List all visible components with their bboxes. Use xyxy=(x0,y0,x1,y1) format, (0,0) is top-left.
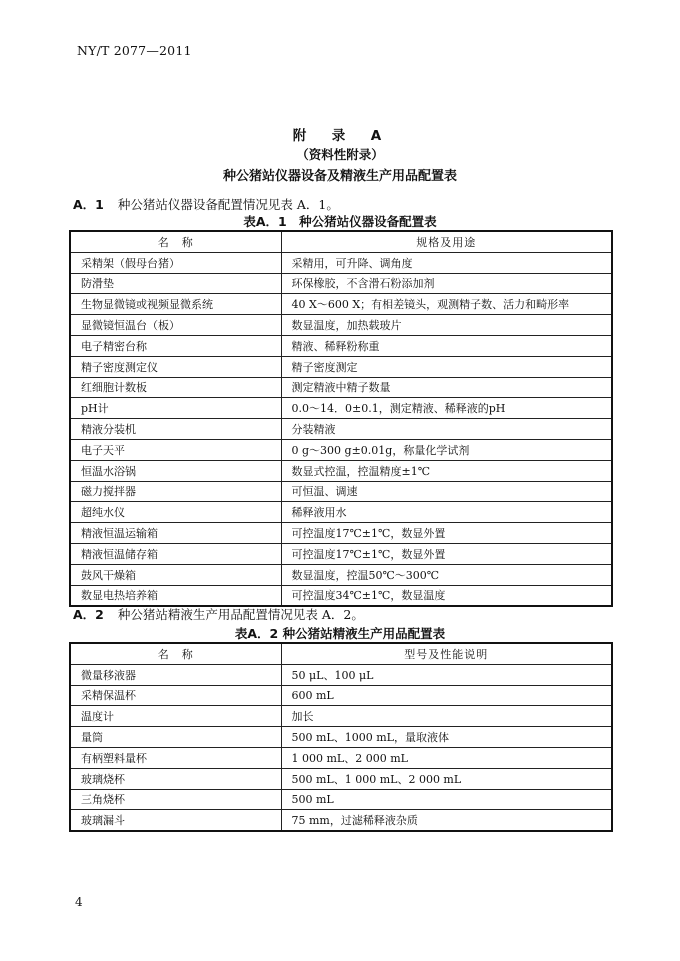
cell-description: 40 X～600 X；有相差镜头，观测精子数、活力和畸形率 xyxy=(281,294,612,315)
cell-name: 温度计 xyxy=(70,706,281,727)
cell-name: 数显电热培养箱 xyxy=(70,585,281,606)
cell-name: 采精保温杯 xyxy=(70,685,281,706)
table-row xyxy=(70,460,612,481)
cell-description: 0.0～14．0±0.1，测定精液、稀释液的pH xyxy=(281,398,612,419)
section-a2-heading xyxy=(73,605,364,623)
table-row xyxy=(70,335,612,356)
cell-description: 600 mL xyxy=(281,685,612,706)
cell-name: pH计 xyxy=(70,398,281,419)
cell-description: 50 μL、100 μL xyxy=(281,664,612,685)
cell-name: 量筒 xyxy=(70,727,281,748)
table-row xyxy=(70,664,612,685)
cell-name: 电子精密台称 xyxy=(70,335,281,356)
cell-name: 电子天平 xyxy=(70,439,281,460)
table-row xyxy=(70,727,612,748)
table-a1 xyxy=(69,230,613,607)
table-header-row xyxy=(70,643,612,664)
cell-name: 三角烧杯 xyxy=(70,789,281,810)
cell-description: 精液、稀释粉称重 xyxy=(281,335,612,356)
table-row xyxy=(70,377,612,398)
cell-description: 测定精液中精子数量 xyxy=(281,377,612,398)
cell-description: 可控温度17℃±1℃，数显外置 xyxy=(281,523,612,544)
cell-name: 采精架（假母台猪） xyxy=(70,252,281,273)
section-a2-text: 种公猪站精液生产用品配置情况见表 A．2。 xyxy=(117,607,364,622)
section-a1-number: A．1 xyxy=(73,197,104,212)
table-row xyxy=(70,419,612,440)
cell-name: 微量移液器 xyxy=(70,664,281,685)
table-row xyxy=(70,398,612,419)
table-a2-body xyxy=(70,664,612,831)
page-number: 4 xyxy=(75,895,83,909)
cell-name: 超纯水仪 xyxy=(70,502,281,523)
column-header-name: 名 称 xyxy=(70,643,281,664)
table-row xyxy=(70,356,612,377)
table-row xyxy=(70,273,612,294)
table-row xyxy=(70,789,612,810)
table-row xyxy=(70,768,612,789)
cell-name: 防滑垫 xyxy=(70,273,281,294)
table-row xyxy=(70,685,612,706)
cell-name: 玻璃漏斗 xyxy=(70,810,281,831)
table-row xyxy=(70,502,612,523)
table-row xyxy=(70,481,612,502)
table-a2 xyxy=(69,642,613,832)
appendix-title: 附 录 A xyxy=(292,128,388,144)
cell-description: 0 g～300 g±0.01g，称量化学试剂 xyxy=(281,439,612,460)
table-a1-caption: 表A．1 种公猪站仪器设备配置表 xyxy=(243,214,437,229)
table-row xyxy=(70,315,612,336)
table-a2-caption: 表A．2 种公猪站精液生产用品配置表 xyxy=(234,626,446,641)
column-header-name: 名 称 xyxy=(70,231,281,252)
cell-description: 可控温度17℃±1℃，数显外置 xyxy=(281,543,612,564)
table-row xyxy=(70,706,612,727)
table-row xyxy=(70,252,612,273)
section-a1-heading xyxy=(73,195,339,213)
cell-description: 500 mL xyxy=(281,789,612,810)
table-row xyxy=(70,294,612,315)
table-row xyxy=(70,747,612,768)
column-header-spec: 规格及用途 xyxy=(281,231,612,252)
cell-description: 75 mm，过滤稀释液杂质 xyxy=(281,810,612,831)
cell-name: 精液分装机 xyxy=(70,419,281,440)
table-row xyxy=(70,810,612,831)
cell-name: 恒温水浴锅 xyxy=(70,460,281,481)
cell-name: 显微镜恒温台（板） xyxy=(70,315,281,336)
section-a1-text: 种公猪站仪器设备配置情况见表 A．1。 xyxy=(117,197,339,212)
cell-name: 生物显微镜或视频显微系统 xyxy=(70,294,281,315)
table-row xyxy=(70,585,612,606)
table-row xyxy=(70,564,612,585)
cell-name: 玻璃烧杯 xyxy=(70,768,281,789)
cell-name: 鼓风干燥箱 xyxy=(70,564,281,585)
appendix-subject: 种公猪站仪器设备及精液生产用品配置表 xyxy=(222,169,457,184)
cell-name: 磁力搅拌器 xyxy=(70,481,281,502)
cell-description: 加长 xyxy=(281,706,612,727)
cell-description: 可控温度34℃±1℃，数显温度 xyxy=(281,585,612,606)
cell-description: 分装精液 xyxy=(281,419,612,440)
cell-description: 数显温度，控温50℃～300℃ xyxy=(281,564,612,585)
cell-name: 精液恒温储存箱 xyxy=(70,543,281,564)
table-header-row xyxy=(70,231,612,252)
column-header-model: 型号及性能说明 xyxy=(281,643,612,664)
standard-code: NY/T 2077—2011 xyxy=(77,43,192,58)
table-a1-body xyxy=(70,252,612,606)
table-row xyxy=(70,439,612,460)
cell-name: 有柄塑料量杯 xyxy=(70,747,281,768)
cell-description: 采精用，可升降、调角度 xyxy=(281,252,612,273)
cell-description: 环保橡胶，不含滑石粉添加剂 xyxy=(281,273,612,294)
cell-description: 精子密度测定 xyxy=(281,356,612,377)
cell-description: 稀释液用水 xyxy=(281,502,612,523)
cell-name: 精液恒温运输箱 xyxy=(70,523,281,544)
cell-description: 数显温度，加热载玻片 xyxy=(281,315,612,336)
cell-description: 可恒温、调速 xyxy=(281,481,612,502)
cell-description: 1 000 mL、2 000 mL xyxy=(281,747,612,768)
cell-name: 精子密度测定仪 xyxy=(70,356,281,377)
table-row xyxy=(70,543,612,564)
cell-name: 红细胞计数板 xyxy=(70,377,281,398)
cell-description: 500 mL、1 000 mL、2 000 mL xyxy=(281,768,612,789)
section-a2-number: A．2 xyxy=(73,607,104,622)
cell-description: 数显式控温，控温精度±1℃ xyxy=(281,460,612,481)
table-row xyxy=(70,523,612,544)
appendix-nature: （资料性附录） xyxy=(296,147,384,162)
cell-description: 500 mL、1000 mL，量取液体 xyxy=(281,727,612,748)
